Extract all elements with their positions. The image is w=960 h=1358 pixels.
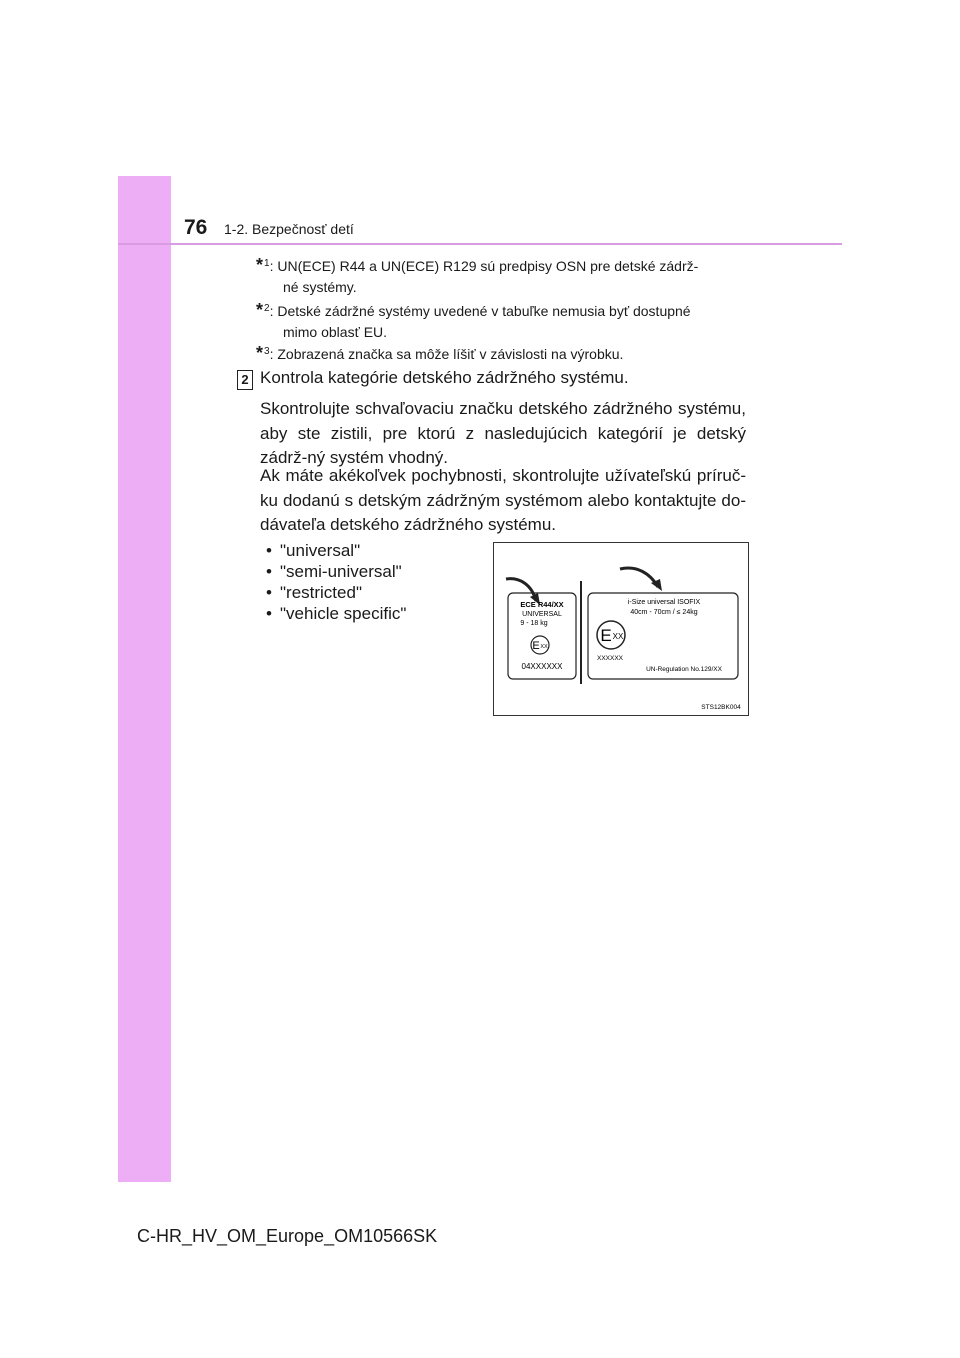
r129-regulation-text: UN-Regulation No.129/XX <box>646 666 722 673</box>
page-number: 76 <box>184 216 208 239</box>
list-item: • "vehicle specific" <box>266 603 406 624</box>
footnote-2: *$^2$: Detské zádržné systémy uvedené v tabuľke nemusia byť dostupné mimo oblasť EU. <box>256 300 691 340</box>
step-paragraph-2: Ak máte akékoľvek pochybnosti, skontrolujte užívateľskú príruč-ku dodanú s detským zádržným systémom alebo kontaktujte do-dávateľa detského zádržného systému. <box>260 466 746 534</box>
chapter-sidebar-tab <box>118 176 171 1182</box>
r129-size-text: 40cm - 70cm / ≤ 24kg <box>630 609 698 616</box>
footnote-3: *$^3$: Zobrazená značka sa môže líšiť v závislosti na výrobku. <box>256 343 624 363</box>
e-mark-letter: E <box>600 626 612 645</box>
e-mark-sub: XX <box>540 644 548 650</box>
list-item: • "restricted" <box>266 582 406 603</box>
document-id-footer: C-HR_HV_OM_Europe_OM10566SK <box>137 1226 438 1246</box>
e-mark-letter: E <box>532 640 540 652</box>
header-divider <box>118 243 842 245</box>
step-title: Kontrola kategórie detského zádržného systému. <box>260 368 629 387</box>
list-item: • "universal" <box>266 540 406 561</box>
footnote-1: *$^1$: UN(ECE) R44 a UN(ECE) R129 sú predpisy OSN pre detské zádrž- né systémy. <box>256 255 699 295</box>
figure-id: STS12BK004 <box>701 704 741 711</box>
category-list <box>266 540 406 624</box>
r44-regulation-text: ECE R44/XX <box>520 600 564 609</box>
r44-weight-text: 9 - 18 kg <box>520 620 548 627</box>
section-title: 1-2. Bezpečnosť detí <box>224 221 354 237</box>
arrow-icon <box>620 568 658 587</box>
r129-approval-code: XXXXXX <box>596 655 624 662</box>
r44-approval-code: 04XXXXXX <box>521 662 563 671</box>
r44-universal-text: UNIVERSAL <box>522 611 562 618</box>
step-number-badge: 2 <box>237 370 253 390</box>
step-paragraph-1: Skontrolujte schvaľovaciu značku detského zádržného systému, aby ste zistili, pre ktorú z nasledujúcich kategórií je detský zádrž-ný systém vhodný. <box>260 399 746 467</box>
approval-label-figure <box>493 542 749 716</box>
e-mark-sub: XX <box>612 632 624 641</box>
approval-label-illustration <box>494 543 750 717</box>
r129-isize-text: i-Size universal ISOFIX <box>627 599 701 606</box>
list-item: • "semi-universal" <box>266 561 406 582</box>
